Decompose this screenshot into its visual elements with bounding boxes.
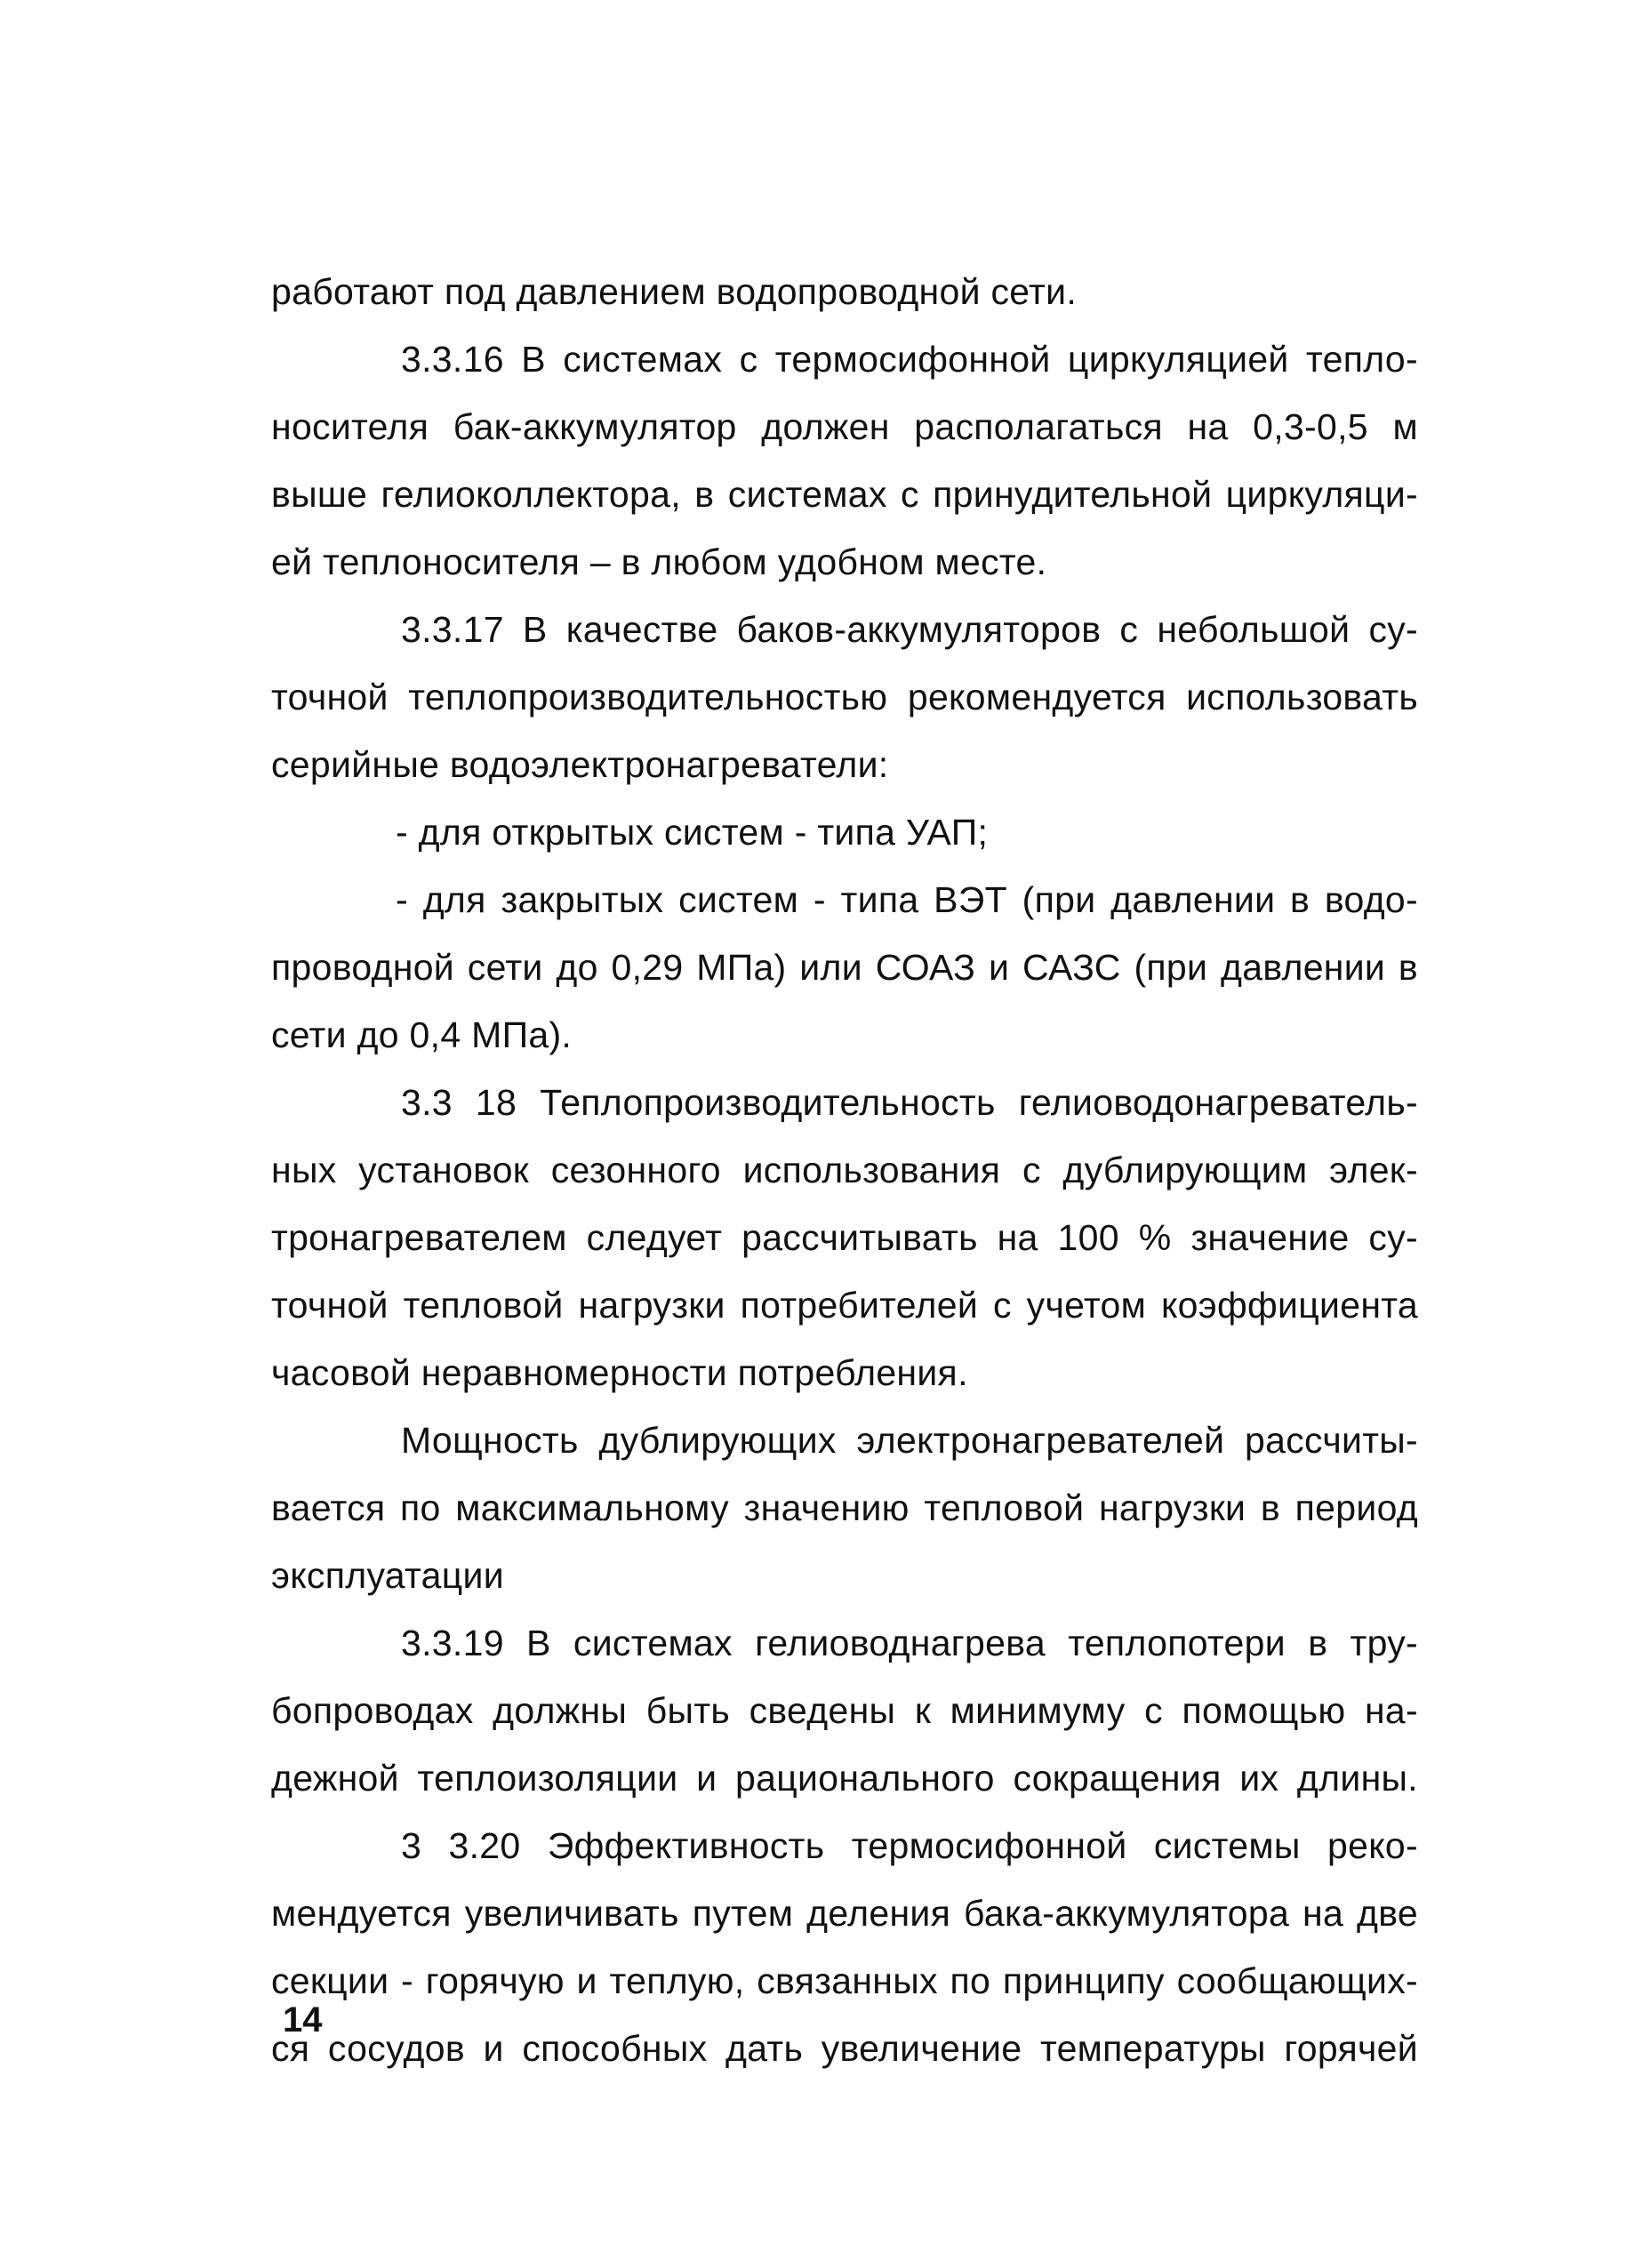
paragraph-3-3-18: 3.3 18 Теплопроизводительность гелиоводонагреватель- [401,1082,1418,1123]
paragraph-3-3-16: 3.3.16 В системах с термосифонной циркуляцией тепло- [401,339,1418,380]
text-line: носителя бак-аккумулятор должен располагаться на 0,3-0,5 м [271,406,1418,447]
page-number: 14 [283,2000,323,2040]
text-line: ся сосудов и способных дать увеличение температуры горячей [271,2028,1418,2069]
text-line: дежной теплоизоляции и рационального сокращения их длины. [271,1758,1418,1799]
text-line: сети до 0,4 МПа). [271,1014,573,1055]
paragraph-3-3-19: 3.3.19 В системах гелиоводнагрева теплопотери в тру- [401,1623,1418,1663]
text-line: тронагревателем следует рассчитывать на 100 % значение су- [271,1217,1418,1258]
text-line: часовой неравномерности потребления. [271,1352,968,1393]
text-line: проводной сети до 0,29 МПа) или СОАЗ и САЗС (при давлении в [271,947,1418,988]
paragraph-3-3-17: 3.3.17 В качестве баков-аккумуляторов с небольшой су- [401,609,1418,650]
text-line: точной теплопроизводительностью рекомендуется использовать [271,677,1418,717]
text-line: выше гелиоколлектора, в системах с принудительной циркуляци- [271,474,1418,515]
text-line: вается по максимальному значению тепловой нагрузки в период [271,1487,1418,1528]
text-line: ей теплоносителя – в любом удобном месте. [271,541,1047,582]
list-item: - для закрытых систем - типа ВЭТ (при давлении в водо- [396,879,1418,920]
text-line: бопроводах должны быть сведены к минимуму с помощью на- [271,1690,1418,1731]
text-line: ных установок сезонного использования с дублирующим элек- [271,1150,1418,1190]
text-line: серийные водоэлектронагреватели: [271,744,889,785]
text-line: точной тепловой нагрузки потребителей с учетом коэффициента [271,1285,1418,1326]
text-line: эксплуатации [271,1555,504,1596]
text-line: мендуется увеличивать путем деления бака-аккумулятора на две [271,1893,1418,1934]
paragraph-3-3-20: 3 3.20 Эффективность термосифонной системы реко- [401,1825,1418,1866]
paragraph-power: Мощность дублирующих электронагревателей рассчиты- [401,1420,1418,1461]
list-item: - для открытых систем - типа УАП; [396,812,989,853]
text-line: секции - горячую и теплую, связанных по принципу сообщающих- [271,1960,1418,2001]
text-line: работают под давлением водопроводной сети. [271,271,1078,312]
body-text [271,258,1418,2082]
